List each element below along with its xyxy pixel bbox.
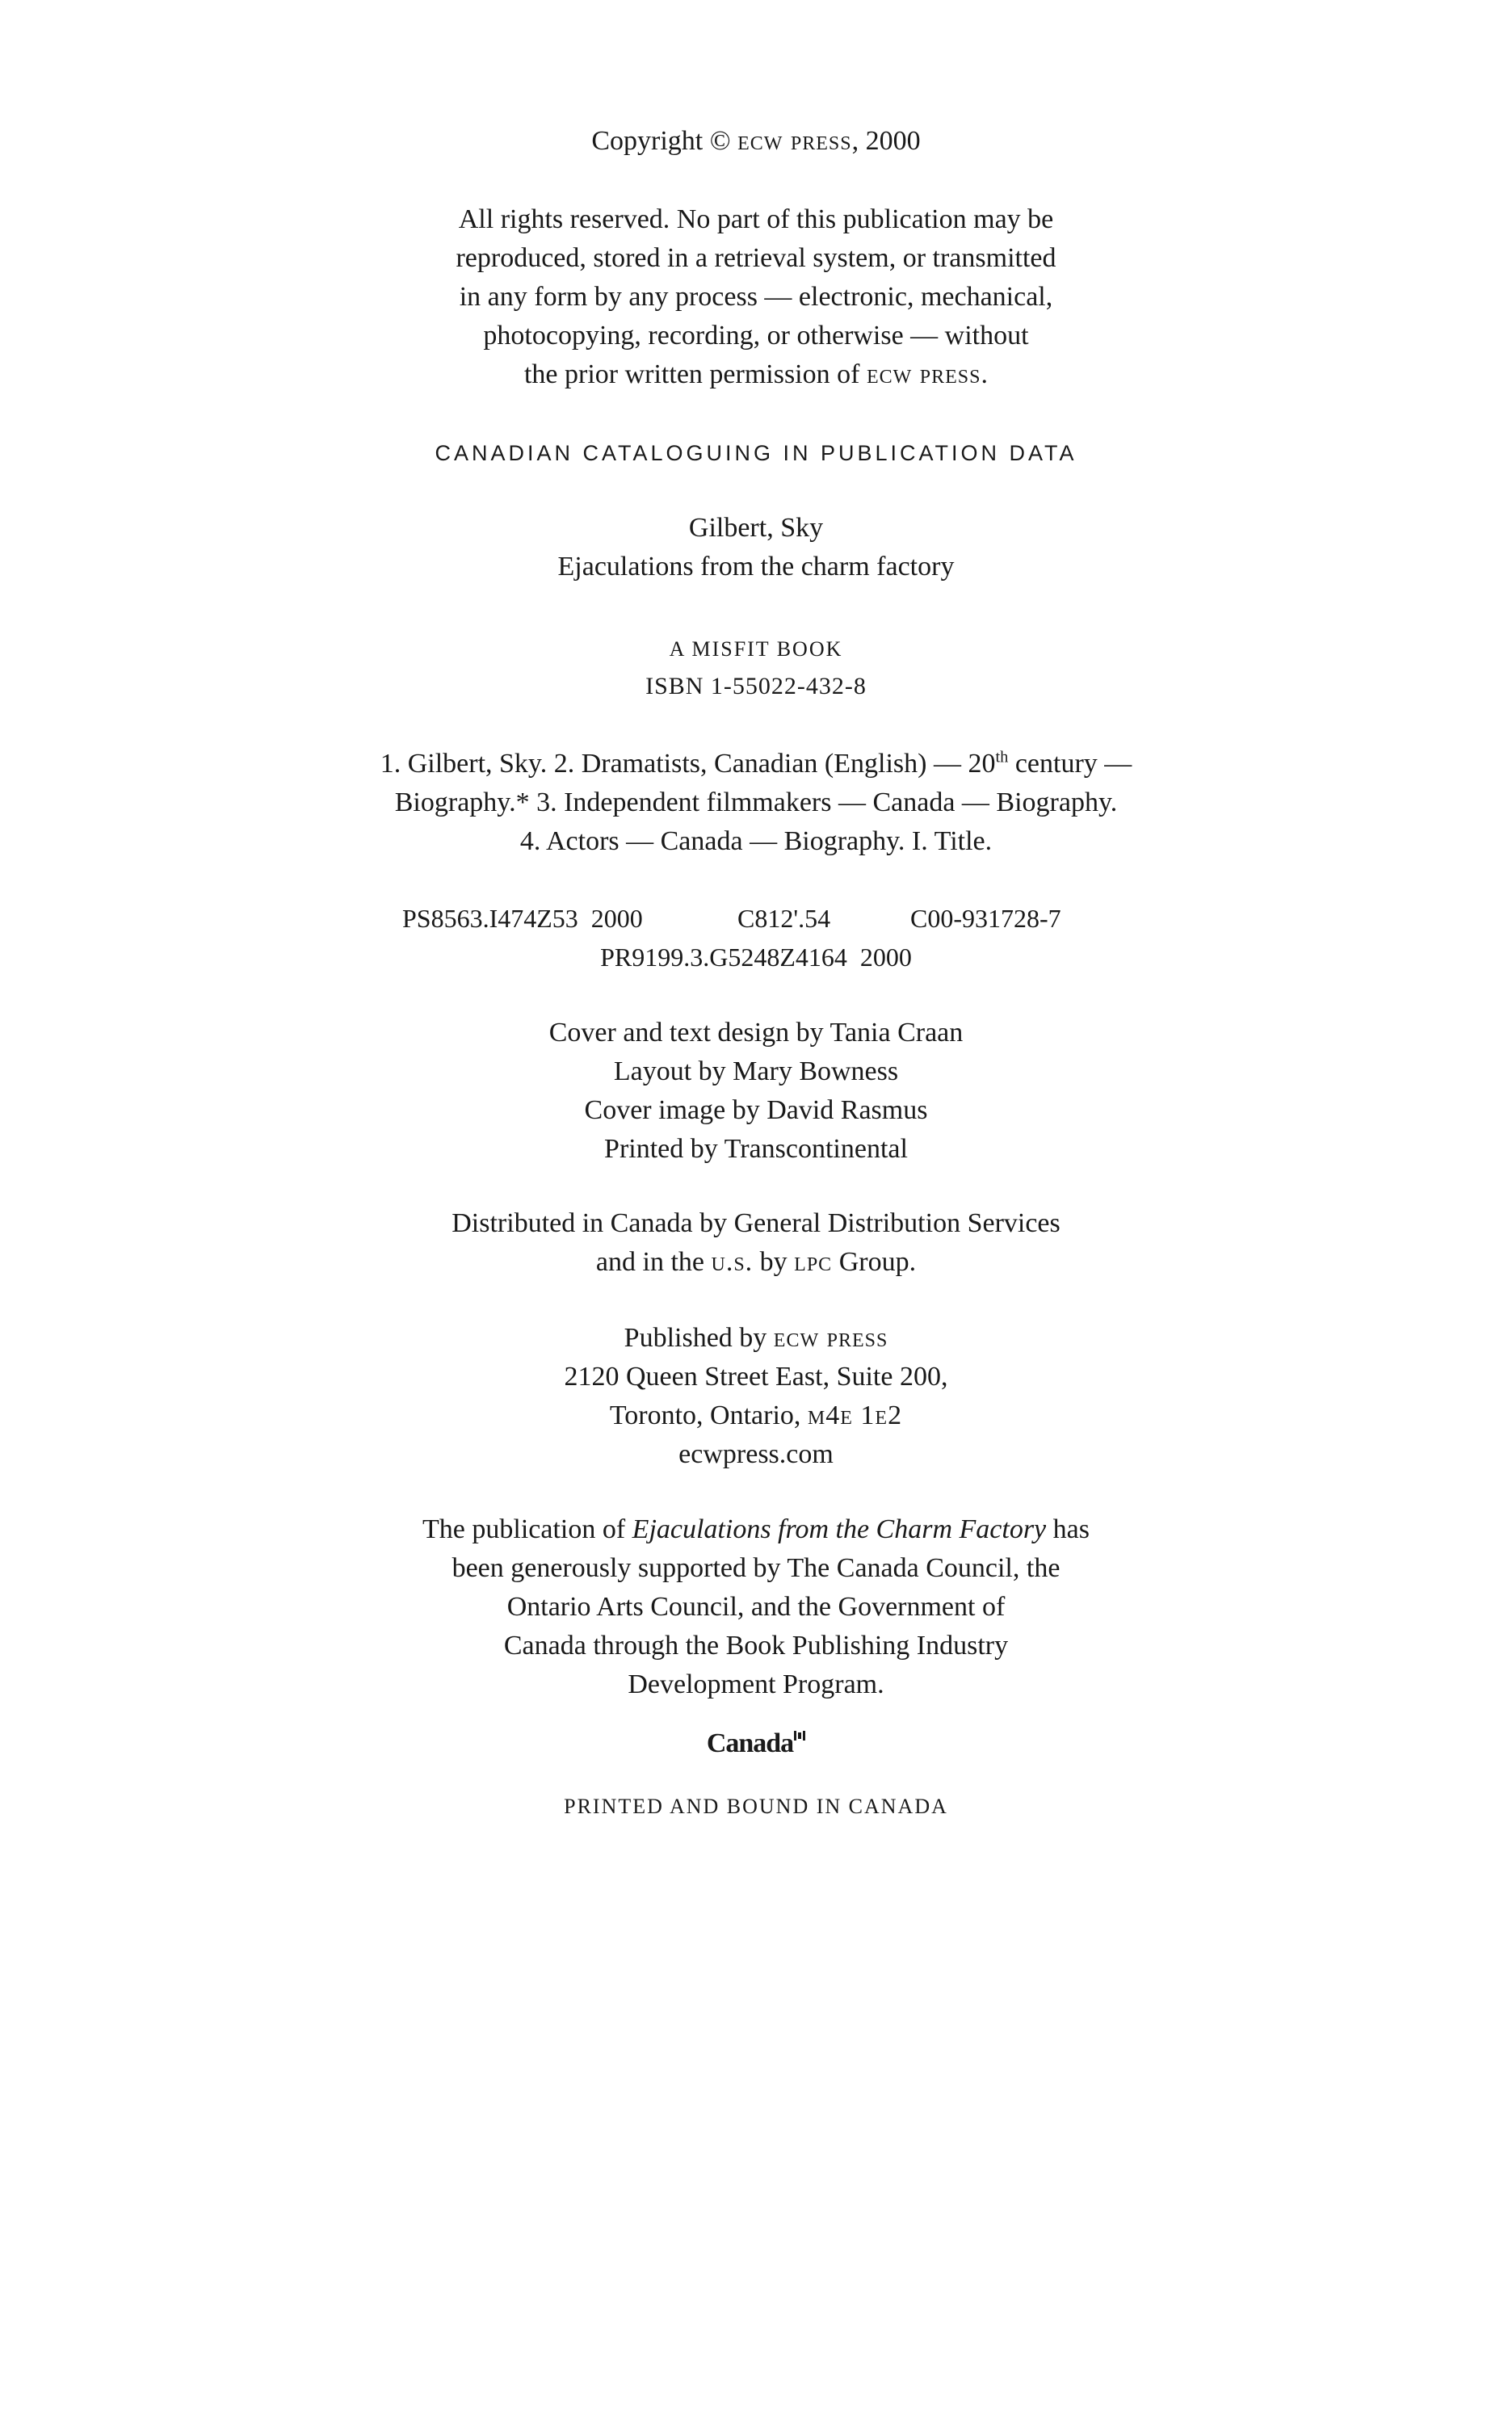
publisher-address-2 (0, 1396, 1512, 1435)
rights-last-prefix: the prior written permission of (523, 359, 867, 389)
publisher-postal: m4e 1e2 (807, 1400, 903, 1430)
credit-line: Cover and text design by Tania Craan (548, 1018, 964, 1048)
copyright-line (0, 122, 1512, 161)
cip-lc-alt-line (0, 938, 1512, 976)
printed-bound: PRINTED AND BOUND IN CANADA (564, 1795, 948, 1818)
support-line: Ontario Arts Council, and the Government of (506, 1592, 1006, 1622)
rights-line-last (0, 355, 1512, 394)
rights-last-suffix: . (981, 359, 988, 389)
cip-subjects (0, 745, 1512, 861)
support-line: Canada through the Book Publishing Industry (503, 1631, 1009, 1661)
distribution-line-1: Distributed in Canada by General Distribution Services (452, 1208, 1060, 1238)
rights-statement (0, 200, 1512, 394)
cip-series-isbn (0, 630, 1512, 669)
publisher-address (0, 1319, 1512, 1474)
canada-wordmark (0, 1728, 1512, 1759)
cip-subject-line-3: 4. Actors — Canada — Biography. I. Title. (519, 826, 993, 856)
support-line: Development Program. (628, 1669, 884, 1699)
distribution-2b: by (753, 1247, 795, 1277)
rights-line: All rights reserved. No part of this publication may be (458, 204, 1054, 234)
flag-icon (794, 1731, 805, 1741)
copyright-publisher: ecw press (737, 126, 852, 156)
printed-bound-block (0, 1787, 1512, 1826)
cip-lc-alt-block (0, 938, 1512, 976)
cip-dewey-number: C812'.54 (737, 904, 831, 933)
cip-subject-1a: 1. Gilbert, Sky. 2. Dramatists, Canadian (English) — 20 (380, 749, 996, 779)
rights-line: photocopying, recording, or otherwise — without (483, 321, 1029, 351)
rights-line: reproduced, stored in a retrieval system, or transmitted (456, 243, 1056, 273)
support-1b: has (1046, 1514, 1090, 1544)
rights-last-publisher: ecw press (866, 359, 981, 389)
cip-series: A MISFIT BOOK (669, 637, 843, 661)
support-statement (0, 1510, 1512, 1704)
cip-lc-year: 2000 (590, 904, 643, 933)
canada-wordmark-text: Canada (706, 1728, 794, 1758)
copyright-prefix: Copyright © (591, 126, 738, 156)
publisher-prefix: Published by (624, 1323, 774, 1353)
credit-line: Cover image by David Rasmus (584, 1095, 928, 1125)
support-book-title: Ejaculations from the Charm Factory (632, 1514, 1047, 1544)
publisher-line-1 (0, 1319, 1512, 1358)
cip-subject-1-sup: th (995, 748, 1009, 766)
cip-isbn: ISBN 1-55022-432-8 (645, 673, 867, 699)
cip-author: Gilbert, Sky (688, 513, 824, 543)
cip-lc-alt-year: 2000 (859, 943, 912, 972)
cip-heading-block (0, 434, 1512, 472)
distribution-2c: Group. (832, 1247, 917, 1277)
cip-lc-alt: PR9199.3.G5248Z4164 (600, 943, 847, 972)
publisher-name: ecw press (773, 1323, 888, 1353)
credits (0, 1014, 1512, 1169)
publisher-address-1: 2120 Queen Street East, Suite 200, (564, 1362, 948, 1392)
distribution (0, 1204, 1512, 1282)
cip-subject-line-1 (0, 745, 1512, 783)
distribution-lpc: lpc (794, 1247, 833, 1277)
cip-title: Ejaculations from the charm factory (557, 552, 955, 582)
cip-isbn-block (0, 667, 1512, 706)
support-line-1 (0, 1510, 1512, 1549)
publisher-website: ecwpress.com (678, 1439, 834, 1469)
publisher-city: Toronto, Ontario, (609, 1400, 808, 1430)
cip-author-title (0, 509, 1512, 586)
credit-line: Layout by Mary Bowness (613, 1056, 899, 1086)
copyright-year: , 2000 (851, 126, 921, 156)
cip-subject-line-2: Biography.* 3. Independent filmmakers — Canada — Biography. (394, 787, 1118, 817)
credit-line: Printed by Transcontinental (604, 1134, 908, 1164)
cip-subject-1b: century — (1008, 749, 1132, 779)
cip-control-number: C00-931728-7 (910, 904, 1061, 933)
distribution-us: u.s. (711, 1247, 754, 1277)
support-line: been generously supported by The Canada Council, the (452, 1553, 1060, 1583)
cip-heading: CANADIAN CATALOGUING IN PUBLICATION DATA (435, 441, 1077, 465)
cip-lc-number (402, 899, 643, 938)
distribution-line-2 (0, 1243, 1512, 1282)
rights-line: in any form by any process — electronic, mechanical, (459, 282, 1053, 312)
distribution-2a: and in the (595, 1247, 712, 1277)
cip-lc: PS8563.I474Z53 (402, 904, 578, 933)
support-1a: The publication of (422, 1514, 632, 1544)
